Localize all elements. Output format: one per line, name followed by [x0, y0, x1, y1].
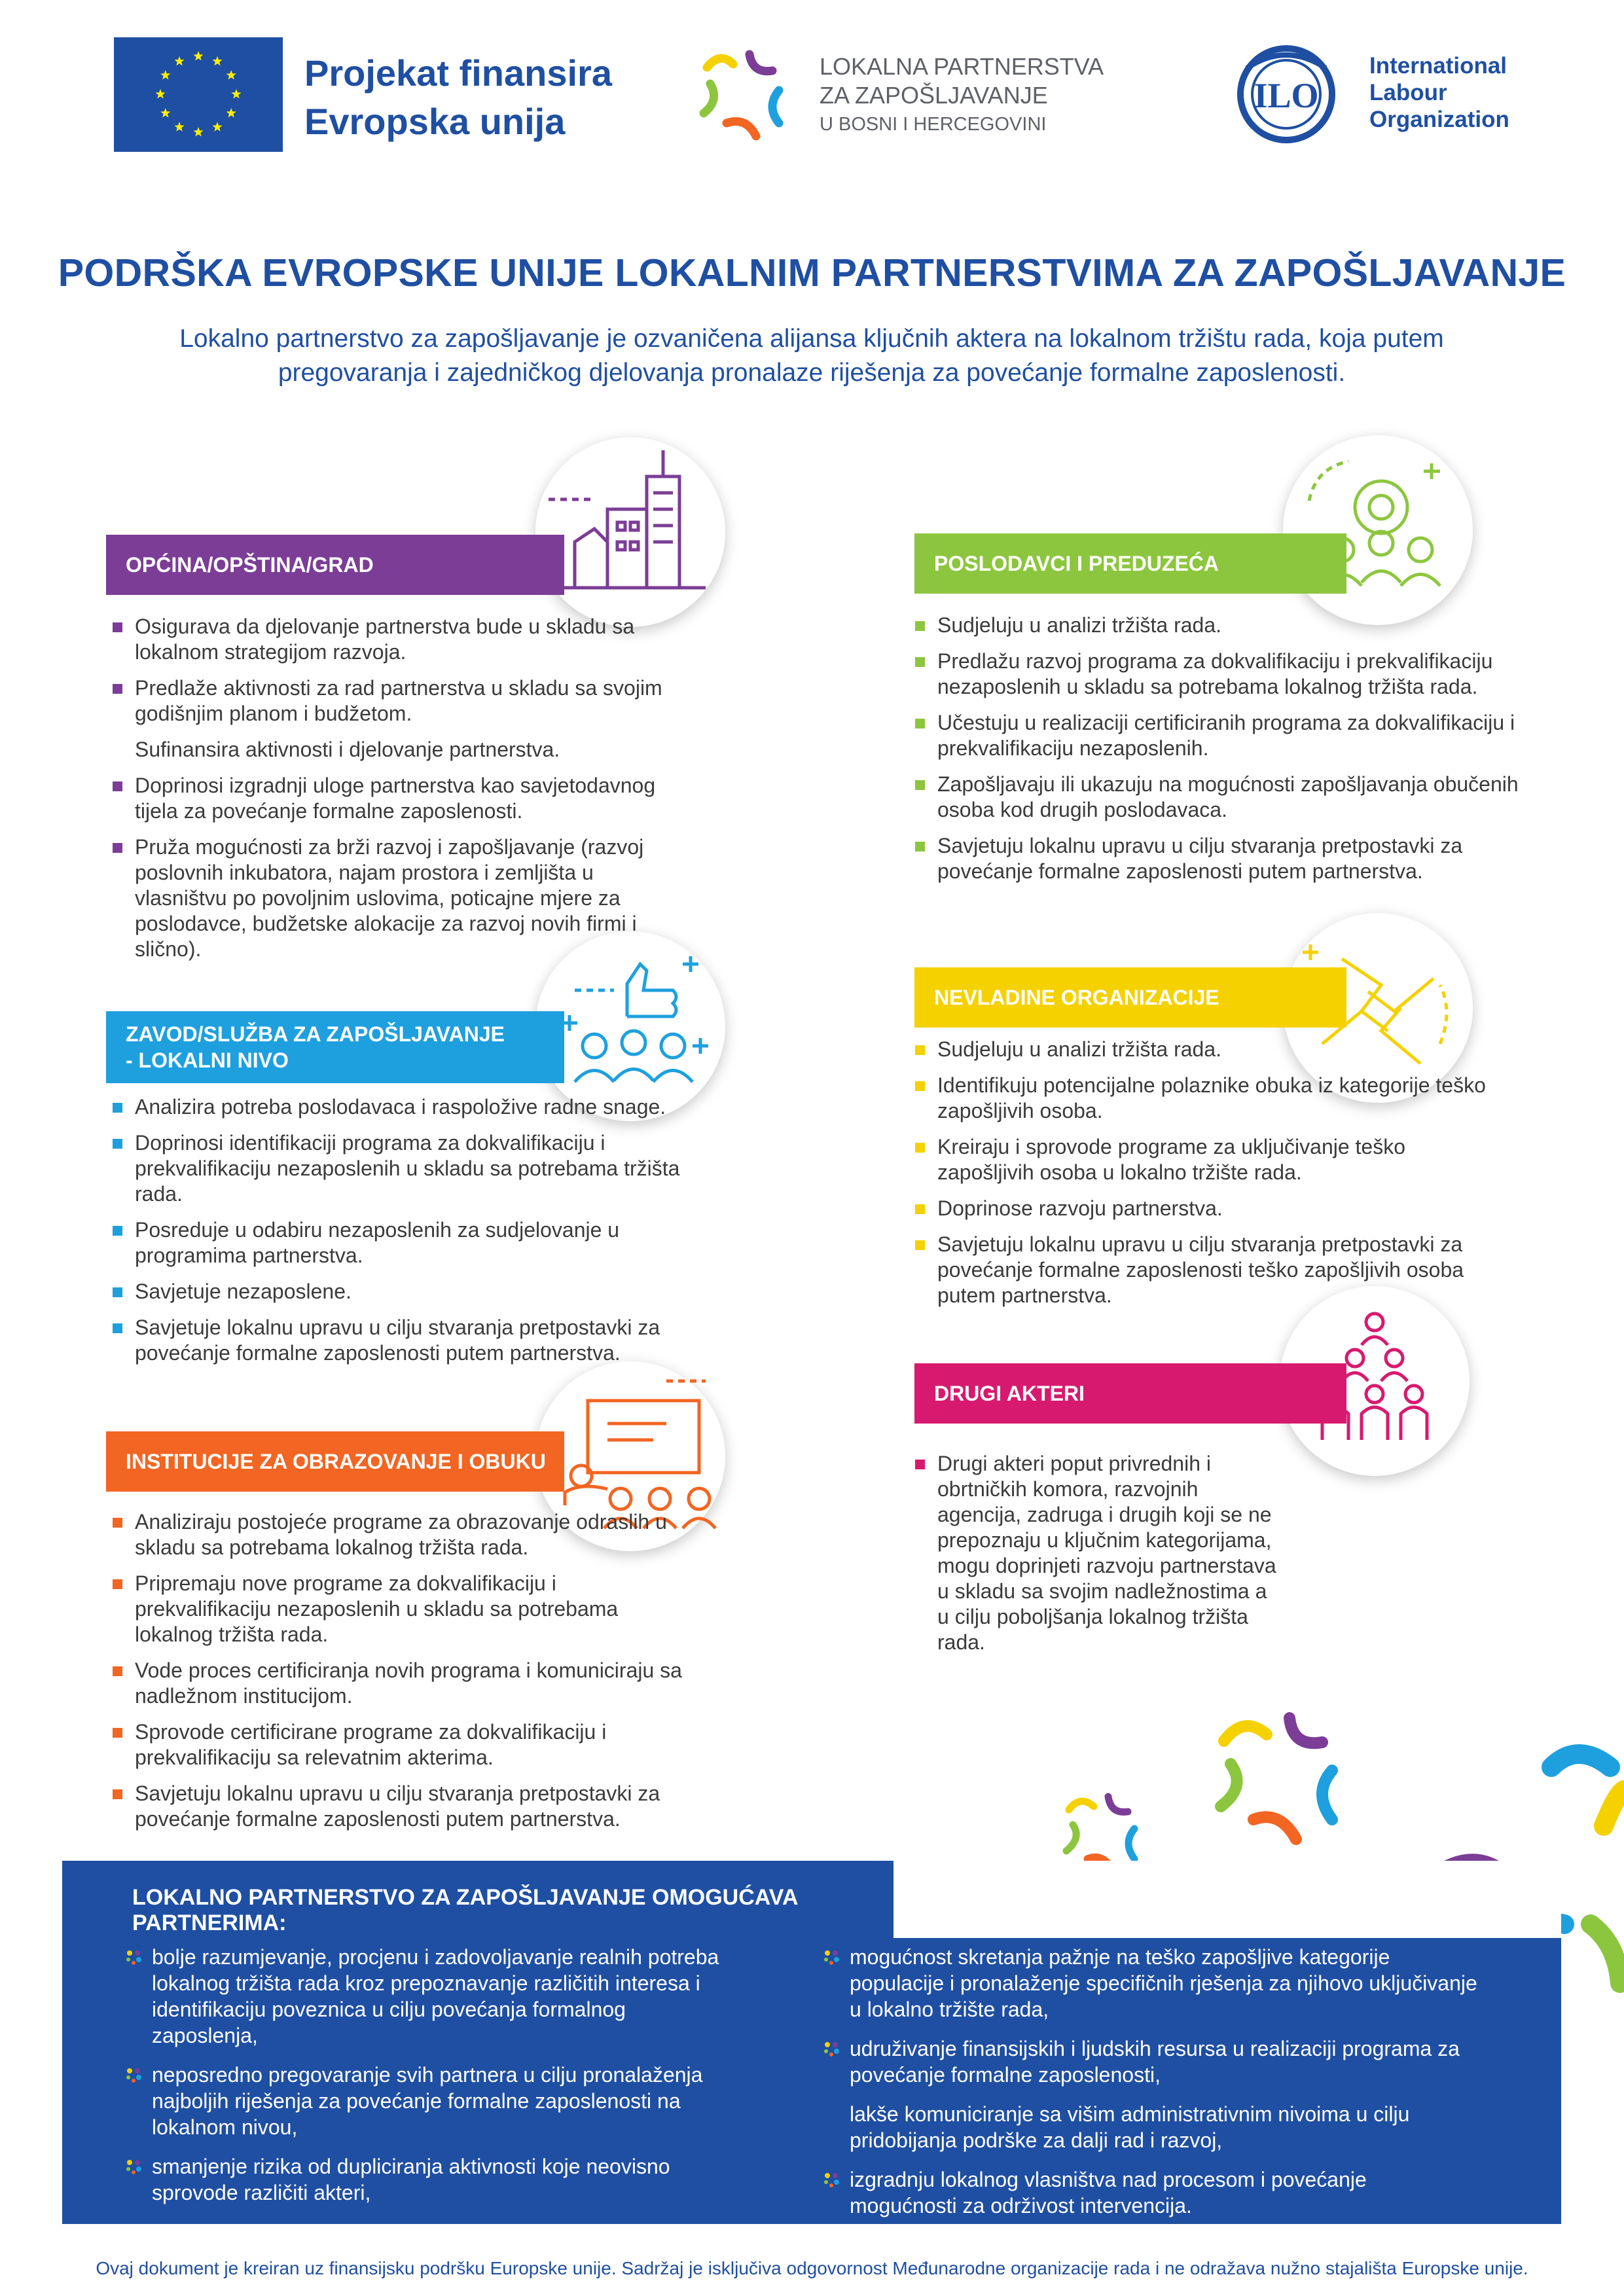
page-title: PODRŠKA EVROPSKE UNIJE LOKALNIM PARTNERSTVIMA ZA ZAPOŠLJAVANJE	[58, 251, 1566, 295]
lpz-star-logo	[694, 45, 799, 143]
benefits-right-list	[823, 1944, 1478, 2232]
list-item: Pruža mogućnosti za brži razvoj i zapošljavanje (razvoj poslovnih inkubatora, najam prostora i zemljišta u vlasništvu po povoljnim uslovima, poticajne mjere za poslodavce, budžetske alokacije za razvoj novih firmi i slično).	[113, 834, 689, 962]
list-item: Doprinose razvoju partnerstva.	[915, 1196, 1491, 1221]
list-item: neposredno pregovaranje svih partnera u cilju pronalaženja najboljih riješenja za povećanje formalne zaposlenosti na lokalnom nivou,	[126, 2062, 728, 2140]
lpz-line2: ZA ZAPOŠLJAVANJE	[820, 82, 1048, 109]
institucije-header: INSTITUCIJE ZA OBRAZOVANJE I OBUKU	[106, 1431, 564, 1492]
list-item: Vode proces certificiranja novih programa i komuniciraju sa nadležnom institucijom.	[113, 1658, 689, 1709]
list-item: Posreduje u odabiru nezaposlenih za sudjelovanje u programima partnerstva.	[113, 1217, 689, 1268]
lpz-star-bullet-icon	[823, 2041, 839, 2056]
benefits-box-notch	[893, 1861, 1561, 1938]
eu-star	[193, 51, 203, 61]
lpz-star-bullet-icon	[126, 2067, 141, 2083]
eu-stars-icon	[114, 37, 283, 152]
institucije-list	[113, 1509, 689, 1842]
eu-star	[226, 70, 236, 80]
lpz-line1: LOKALNA PARTNERSTVA	[820, 53, 1104, 80]
eu-caption-line2: Evropska unija	[304, 101, 566, 142]
eu-funding-caption	[304, 49, 671, 146]
eu-star	[226, 108, 236, 118]
eu-star	[174, 56, 184, 65]
eu-flag-logo	[114, 37, 283, 152]
zavod-list	[113, 1094, 689, 1376]
list-item: Savjetuju lokalnu upravu u cilju stvaranja pretpostavki za povećanje formalne zaposlenosti teško zapošljivih osoba putem partnerstva.	[915, 1232, 1491, 1308]
list-item: Savjetuju lokalnu upravu u cilju stvaranja pretpostavki za povećanje formalne zaposlenosti putem partnerstva.	[915, 833, 1530, 884]
list-item: Sprovode certificirane programe za dokvalifikaciju i prekvalifikaciju sa relevatnim akterima.	[113, 1719, 689, 1770]
list-item: Predlažu razvoj programa za dokvalifikaciju i prekvalifikaciju nezaposlenih u skladu sa potrebama lokalnog tržišta rada.	[915, 649, 1530, 700]
list-item: Učestuju u realizaciji certificiranih programa za dokvalifikaciju i prekvalifikaciju nezaposlenih.	[915, 710, 1530, 761]
eu-caption-line1: Projekat finansira	[304, 52, 612, 94]
list-item: Drugi akteri poput privrednih i obrtničkih komora, razvojnih agencija, zadruga i drugih koji se ne prepoznaju u ključnim kategorijama, mogu doprinjeti razvoju partnerstava u skladu sa svojim nadležnostima a u cilju poboljšanja lokalnog tržišta rada.	[915, 1451, 1282, 1655]
poslodavci-header: POSLODAVCI I PREDUZEĆA	[914, 533, 1346, 594]
city-buildings-icon	[535, 437, 725, 627]
poslodavci-list	[915, 613, 1530, 895]
eu-star	[155, 89, 165, 99]
intro-line2: pregovaranja i zajedničkog djelovanja pronalaze riješenja za povećanje formalne zaposlenosti.	[278, 359, 1346, 387]
list-item: Analiziraju postojeće programe za obrazovanje odraslih u skladu sa potrebama lokalnog tržišta rada.	[113, 1509, 689, 1560]
list-item: Analizira potreba poslodavaca i raspoložive radne snage.	[113, 1094, 689, 1120]
list-item: Sudjeluju u analizi tržišta rada.	[915, 1037, 1491, 1062]
nevladine-header: NEVLADINE ORGANIZACIJE	[914, 967, 1346, 1028]
drugi-list	[915, 1451, 1282, 1666]
benefits-title: LOKALNO PARTNERSTVO ZA ZAPOŠLJAVANJE OMOGUĆAVA PARTNERIMA:	[132, 1885, 798, 1935]
list-item: Sudjeluju u analizi tržišta rada.	[915, 613, 1530, 638]
drugi-header: DRUGI AKTERI	[914, 1363, 1346, 1424]
list-item: Savjetuje lokalnu upravu u cilju stvaranja pretpostavki za povećanje formalne zaposlenosti putem partnerstva.	[113, 1315, 689, 1366]
ilo-line3: Organization	[1369, 107, 1509, 132]
list-item: izgradnju lokalnog vlasništva nad procesom i povećanje mogućnosti za održivost intervencija.	[823, 2166, 1478, 2219]
lpz-star-bullet-icon	[126, 1949, 141, 1965]
lpz-line3: U BOSNI I HERCEGOVINI	[820, 114, 1047, 135]
list-item: Doprinosi izgradnji uloge partnerstva kao savjetodavnog tijela za povećanje formalne zaposlenosti.	[113, 773, 689, 824]
opcina-list	[113, 614, 689, 973]
nevladine-list	[915, 1037, 1491, 1319]
list-item: Pripremaju nove programe za dokvalifikaciju i prekvalifikaciju nezaposlenih u skladu sa potrebama lokalnog tržišta rada.	[113, 1571, 689, 1647]
list-item: smanjenje rizika od dupliciranja aktivnosti koje neovisno sprovode različiti akteri,	[126, 2153, 728, 2206]
zavod-header-line1: ZAVOD/SLUŽBA ZA ZAPOŠLJAVANJE	[126, 1022, 505, 1046]
list-item: Kreiraju i sprovode programe za uključivanje teško zapošljivih osoba u lokalno tržište rada.	[915, 1134, 1491, 1185]
lpz-logo-text	[820, 52, 1160, 139]
lpz-star-icon	[694, 45, 799, 143]
ilo-logo-text	[1369, 52, 1579, 133]
eu-star	[193, 127, 203, 137]
intro-text	[105, 322, 1519, 390]
gear-people-icon	[1283, 435, 1473, 625]
eu-star	[174, 122, 184, 132]
poslodavci-icon-circle	[1283, 435, 1473, 625]
eu-star	[231, 89, 241, 99]
lpz-star-bullet-icon	[823, 1949, 839, 1965]
list-item: mogućnost skretanja pažnje na teško zapošljive kategorije populacije i pronalaženje specifičnih rješenja za njihovo uključivanje u lokalno tržište rada,	[823, 1944, 1478, 2022]
list-item: Savjetuje nezaposlene.	[113, 1279, 689, 1304]
list-item: Sufinansira aktivnosti i djelovanje partnerstva.	[135, 738, 560, 761]
eu-star	[212, 56, 222, 65]
eu-star	[212, 122, 222, 132]
list-item: Predlaže aktivnosti za rad partnerstva u skladu sa svojim godišnjim planom i budžetom.	[113, 675, 689, 726]
ilo-line2: Labour	[1369, 80, 1447, 105]
ilo-emblem-icon	[1227, 42, 1345, 147]
intro-line1: Lokalno partnerstvo za zapošljavanje je ozvaničena alijansa ključnih aktera na lokalnom tržištu rada, koja putem	[179, 325, 1444, 353]
list-item: Doprinosi identifikaciji programa za dokvalifikaciju i prekvalifikaciju nezaposlenih u skladu sa potrebama tržišta rada.	[113, 1130, 689, 1207]
eu-star	[160, 108, 170, 118]
zavod-header-line2: - LOKALNI NIVO	[126, 1049, 289, 1072]
lpz-star-bullet-icon	[126, 2159, 141, 2174]
zavod-header	[106, 1011, 564, 1083]
list-item: Zapošljavaju ili ukazuju na mogućnosti zapošljavanja obučenih osoba kod drugih poslodavaca.	[915, 772, 1530, 823]
footer-disclaimer: Ovaj dokument je kreiran uz finansijsku podršku Europske unije. Sadržaj je isključiva odgovornost Međunarodne organizacije rada i ne odražava nužno stajališta Europske unije.	[96, 2258, 1528, 2278]
list-item: Savjetuju lokalnu upravu u cilju stvaranja pretpostavki za povećanje formalne zaposlenosti putem partnerstva.	[113, 1781, 689, 1832]
lpz-star-bullet-icon	[823, 2172, 839, 2187]
decor-star-large	[1204, 1702, 1355, 1852]
list-item: bolje razumjevanje, procjenu i zadovoljavanje realnih potreba lokalnog tržišta rada kroz prepoznavanje različitih interesa i identifikaciju poveznica u cilju povećanja formalnog zaposlenja,	[126, 1944, 728, 2049]
list-item: Osigurava da djelovanje partnerstva bude u skladu sa lokalnom strategijom razvoja.	[113, 614, 689, 665]
ilo-line1: International	[1369, 53, 1507, 79]
list-item: udruživanje finansijskih i ljudskih resursa u realizaciji programa za povećanje formalne zaposlenosti,	[823, 2036, 1478, 2088]
list-item: lakše komuniciranje sa višim administrativnim nivoima u cilju pridobijanja podrške za dalji rad i razvoj,	[850, 2102, 1410, 2152]
ilo-emblem-letters: ILO	[1254, 76, 1319, 115]
list-item: Identifikuju potencijalne polaznike obuka iz kategorije teško zapošljivih osoba.	[915, 1073, 1491, 1124]
opcina-header: OPĆINA/OPŠTINA/GRAD	[106, 535, 564, 595]
eu-star	[160, 70, 170, 80]
opcina-icon-circle	[535, 437, 725, 627]
benefits-left-list	[126, 1944, 728, 2219]
ilo-emblem-logo	[1227, 42, 1345, 147]
lpz-star-icon	[1204, 1702, 1355, 1852]
